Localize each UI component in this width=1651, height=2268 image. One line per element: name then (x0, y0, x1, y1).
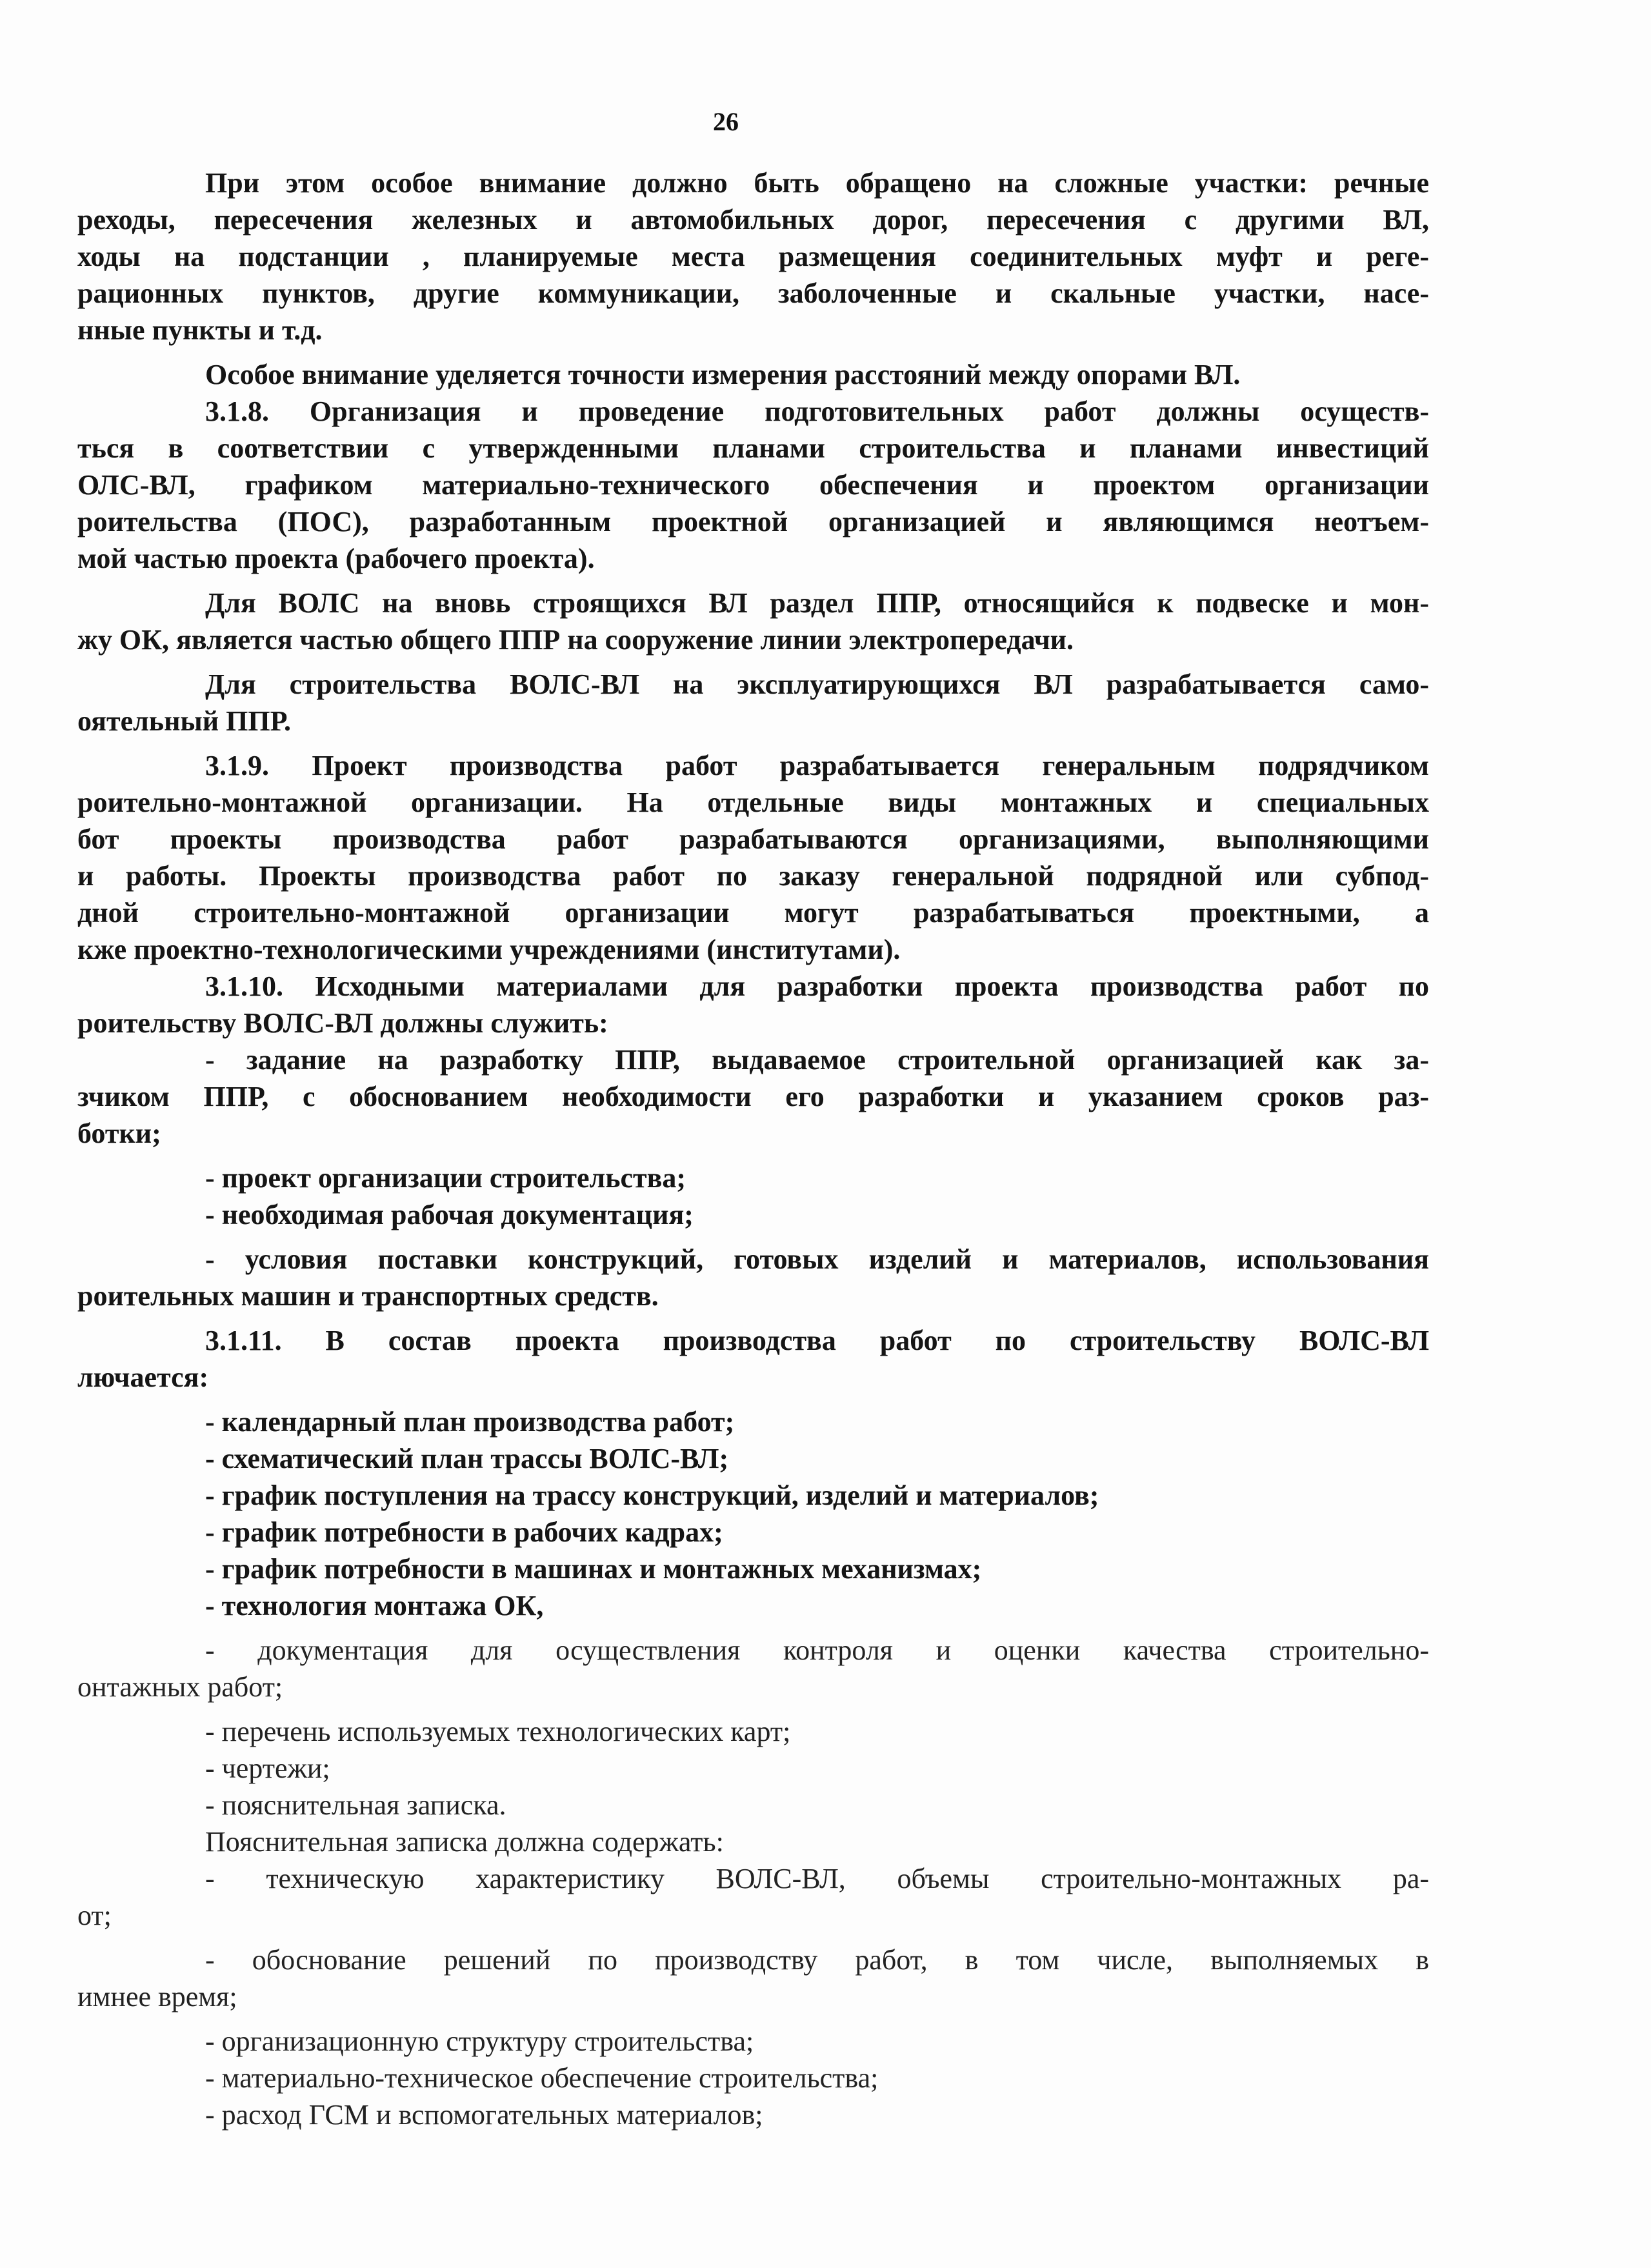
text-line: кже проектно-технологическими учреждениями (институтами). (77, 934, 901, 965)
text-line: роительства (ПОС), разработанным проектной организацией и являющимся неотъем- (77, 506, 1429, 537)
text-line: - условия поставки конструкций, готовых изделий и материалов, использования (205, 1243, 1429, 1275)
text-line: - документация для осуществления контроля и оценки качества строительно- (205, 1634, 1429, 1666)
text-line: - проект организации строительства; (205, 1162, 686, 1194)
text-line: - график потребности в рабочих кадрах; (205, 1516, 723, 1548)
document-body (0, 165, 1429, 2133)
text-line: Пояснительная записка должна содержать: (205, 1826, 724, 1858)
text-line: жу ОК, является частью общего ППР на сооружение линии электропередачи. (77, 624, 1074, 656)
text-line: - технология монтажа ОК, (205, 1590, 544, 1621)
text-line: - график поступления на трассу конструкций, изделий и материалов; (205, 1480, 1099, 1511)
text-line: оятельный ППР. (77, 705, 291, 737)
text-line: роительно-монтажной организации. На отдельные виды монтажных и специальных (77, 787, 1429, 818)
text-line: лючается: (77, 1361, 209, 1393)
text-line: реходы, пересечения железных и автомобильных дорог, пересечения с другими ВЛ, (77, 204, 1429, 236)
text-line: - пояснительная записка. (205, 1789, 506, 1821)
text-line: При этом особое внимание должно быть обращено на сложные участки: речные (205, 167, 1429, 199)
text-line: мой частью проекта (рабочего проекта). (77, 543, 595, 574)
text-line: 3.1.9. Проект производства работ разрабатывается генеральным подрядчиком (205, 750, 1429, 781)
text-line: - задание на разработку ППР, выдаваемое строительной организацией как за- (205, 1044, 1429, 1076)
page-number: 26 (713, 107, 739, 136)
text-line: ОЛС-ВЛ, графиком материально-технического обеспечения и проектом организации (77, 469, 1429, 501)
text-line: Для ВОЛС на вновь строящихся ВЛ раздел ППР, относящийся к подвеске и мон- (205, 587, 1429, 619)
text-line: рационных пунктов, другие коммуникации, заболоченные и скальные участки, насе- (77, 277, 1429, 309)
text-line: - чертежи; (205, 1752, 330, 1784)
text-line: дной строительно-монтажной организации могут разрабатываться проектными, а (77, 897, 1429, 928)
text-line: - график потребности в машинах и монтажных механизмах; (205, 1553, 982, 1585)
text-line: ходы на подстанции , планируемые места размещения соединительных муфт и реге- (77, 241, 1429, 272)
text-line: ться в соответствии с утвержденными планами строительства и планами инвестиций (77, 432, 1429, 464)
text-line: - календарный план производства работ; (205, 1406, 735, 1438)
text-line: роительных машин и транспортных средств. (77, 1280, 659, 1312)
text-line: 3.1.10. Исходными материалами для разработки проекта производства работ по (205, 970, 1429, 1002)
text-line: Для строительства ВОЛС-ВЛ на эксплуатирующихся ВЛ разрабатывается само- (205, 668, 1429, 700)
text-line: - перечень используемых технологических карт; (205, 1716, 791, 1747)
text-line: - обоснование решений по производству работ, в том числе, выполняемых в (205, 1944, 1429, 1976)
text-line: и работы. Проекты производства работ по заказу генеральной подрядной или субпод- (77, 860, 1429, 892)
text-line: Особое внимание уделяется точности измерения расстояний между опорами ВЛ. (205, 359, 1241, 390)
text-line: 3.1.8. Организация и проведение подготовительных работ должны осуществ- (205, 396, 1429, 427)
text-line: 3.1.11. В состав проекта производства работ по строительству ВОЛС-ВЛ (205, 1325, 1429, 1356)
text-line: имнее время; (77, 1981, 237, 2012)
text-line: - техническую характеристику ВОЛС-ВЛ, объемы строительно-монтажных ра- (205, 1863, 1429, 1894)
text-line: зчиком ППР, с обоснованием необходимости его разработки и указанием сроков раз- (77, 1081, 1429, 1112)
text-line: онтажных работ; (77, 1671, 283, 1703)
text-line: нные пункты и т.д. (77, 314, 323, 346)
text-line: - схематический план трассы ВОЛС-ВЛ; (205, 1443, 729, 1474)
text-line: - организационную структуру строительства; (205, 2025, 754, 2057)
text-line: - материально-техническое обеспечение строительства; (205, 2062, 879, 2094)
text-line: бот проекты производства работ разрабатываются организациями, выполняющими (77, 823, 1429, 855)
text-line: - расход ГСМ и вспомогательных материалов; (205, 2099, 763, 2131)
text-line: роительству ВОЛС-ВЛ должны служить: (77, 1007, 608, 1039)
text-line: от; (77, 1900, 112, 1931)
text-line: ботки; (77, 1118, 161, 1149)
text-line: - необходимая рабочая документация; (205, 1199, 694, 1230)
